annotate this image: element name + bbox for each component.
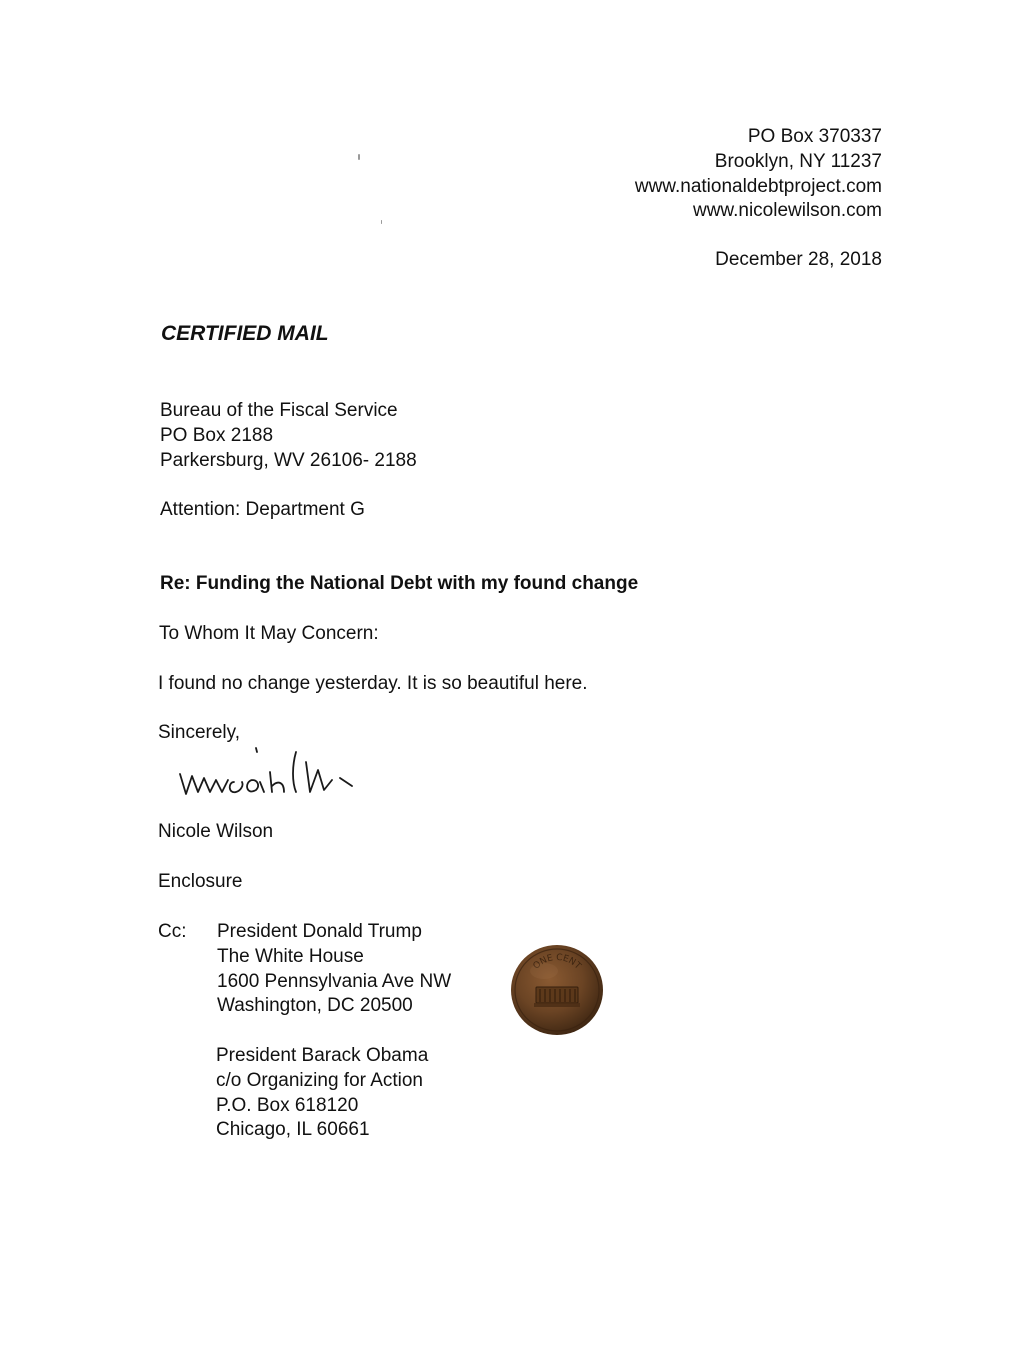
cc-recipient-line: President Donald Trump <box>217 921 422 942</box>
enclosure-note: Enclosure <box>158 871 243 892</box>
cc-recipient-line: P.O. Box 618120 <box>216 1094 359 1116</box>
certified-mail-heading: CERTIFIED MAIL <box>161 322 329 345</box>
cc-recipient-line: Washington, DC 20500 <box>217 995 413 1017</box>
subject-line: Re: Funding the National Debt with my found change <box>160 573 639 594</box>
closing: Sincerely, <box>158 722 241 743</box>
recipient-address <box>160 399 417 473</box>
cc-recipient <box>217 920 451 1019</box>
coin-inscription: ONE CENT <box>531 952 583 972</box>
scan-speck <box>381 220 382 224</box>
cc-recipient-line: Chicago, IL 60661 <box>216 1119 370 1141</box>
signer-name: Nicole Wilson <box>158 821 274 842</box>
recipient-line: PO Box 2188 <box>160 424 274 446</box>
sender-line: Brooklyn, NY 11237 <box>714 150 882 172</box>
scan-speck <box>358 154 360 160</box>
cc-label: Cc: <box>158 921 187 942</box>
attention-line: Attention: Department G <box>160 499 365 520</box>
cc-recipient-line: The White House <box>217 945 364 967</box>
cc-recipient-line: President Barack Obama <box>216 1045 429 1066</box>
letter-date: December 28, 2018 <box>715 249 882 270</box>
salutation: To Whom It May Concern: <box>159 623 379 644</box>
sender-website: www.nicolewilson.com <box>692 200 882 222</box>
cc-recipient-line: c/o Organizing for Action <box>216 1069 423 1091</box>
handwritten-signature <box>172 742 382 808</box>
recipient-line: Bureau of the Fiscal Service <box>160 400 398 421</box>
letter-body: I found no change yesterday. It is so beautiful here. <box>158 673 588 694</box>
penny-coin <box>508 941 606 1039</box>
recipient-line: Parkersburg, WV 26106- 2188 <box>160 449 417 471</box>
cc-recipient <box>216 1044 428 1143</box>
sender-line: PO Box 370337 <box>747 126 882 147</box>
sender-address <box>635 125 882 224</box>
cc-recipient-line: 1600 Pennsylvania Ave NW <box>217 970 452 992</box>
sender-website: www.nationaldebtproject.com <box>634 175 882 197</box>
